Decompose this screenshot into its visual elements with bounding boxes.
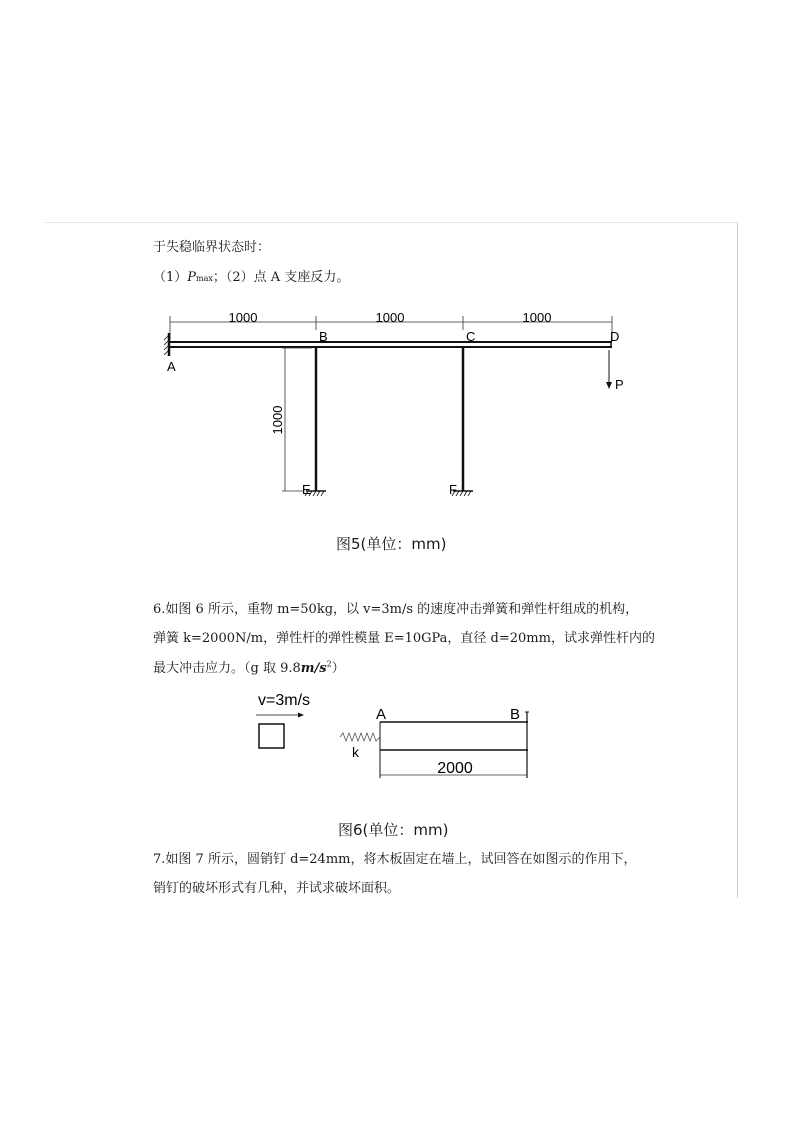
label-d: D [610, 329, 620, 344]
intro-line-2-suffix: ；（2）点 A 支座反力。 [212, 270, 350, 285]
p-symbol: P [187, 270, 197, 285]
spring-icon [340, 733, 380, 741]
label-f: F [449, 482, 457, 497]
label-b: B [319, 329, 328, 344]
problem-7-line-1: 7.如图 7 所示，圆销钉 d=24mm，将木板固定在墙上，试回答在如图示的作用下， [153, 852, 637, 867]
label-6b: B [510, 706, 521, 723]
dim-ab: 1000 [228, 310, 258, 325]
intro-line-2-prefix: （1） [153, 270, 188, 285]
velocity-label: v=3m/s [258, 692, 311, 709]
problem-6-line-2: 弹簧 k=2000N/m，弹性杆的弹性模量 E=10GPa，直径 d=20mm，试求弹性杆内的 [153, 631, 655, 646]
figure-5-caption: 图5(单位：mm) [336, 535, 447, 553]
intro-line-1: 于失稳临界状态时： [153, 240, 271, 255]
problem-7-line-2: 销钉的破坏形式有几种，并试求破坏面积。 [153, 881, 401, 896]
problem-6-line-3-prefix: 最大冲击应力。（g 取 9.8 [153, 661, 301, 676]
label-c: C [466, 329, 476, 344]
g-unit: m/s [300, 661, 327, 676]
figure-6-caption: 图6(单位：mm) [338, 821, 449, 839]
dim-bc: 1000 [375, 310, 405, 325]
label-6a: A [376, 706, 387, 723]
problem-6-line-3 [153, 657, 345, 676]
dim-cd: 1000 [522, 310, 552, 325]
g-unit-exponent: 2 [326, 659, 332, 669]
dim-vertical: 1000 [270, 405, 285, 435]
mass-block [259, 724, 284, 748]
problem-6-line-3-suffix: ） [331, 661, 345, 676]
problem-6-line-1: 6.如图 6 所示，重物 m=50kg，以 v=3m/s 的速度冲击弹簧和弹性杆组成的机构， [153, 602, 639, 617]
p-subscript: max [196, 274, 213, 283]
length-label: 2000 [437, 760, 473, 777]
label-e: E [302, 482, 311, 497]
label-k: k [352, 744, 359, 760]
label-p: P [615, 377, 624, 392]
label-a: A [167, 359, 176, 374]
